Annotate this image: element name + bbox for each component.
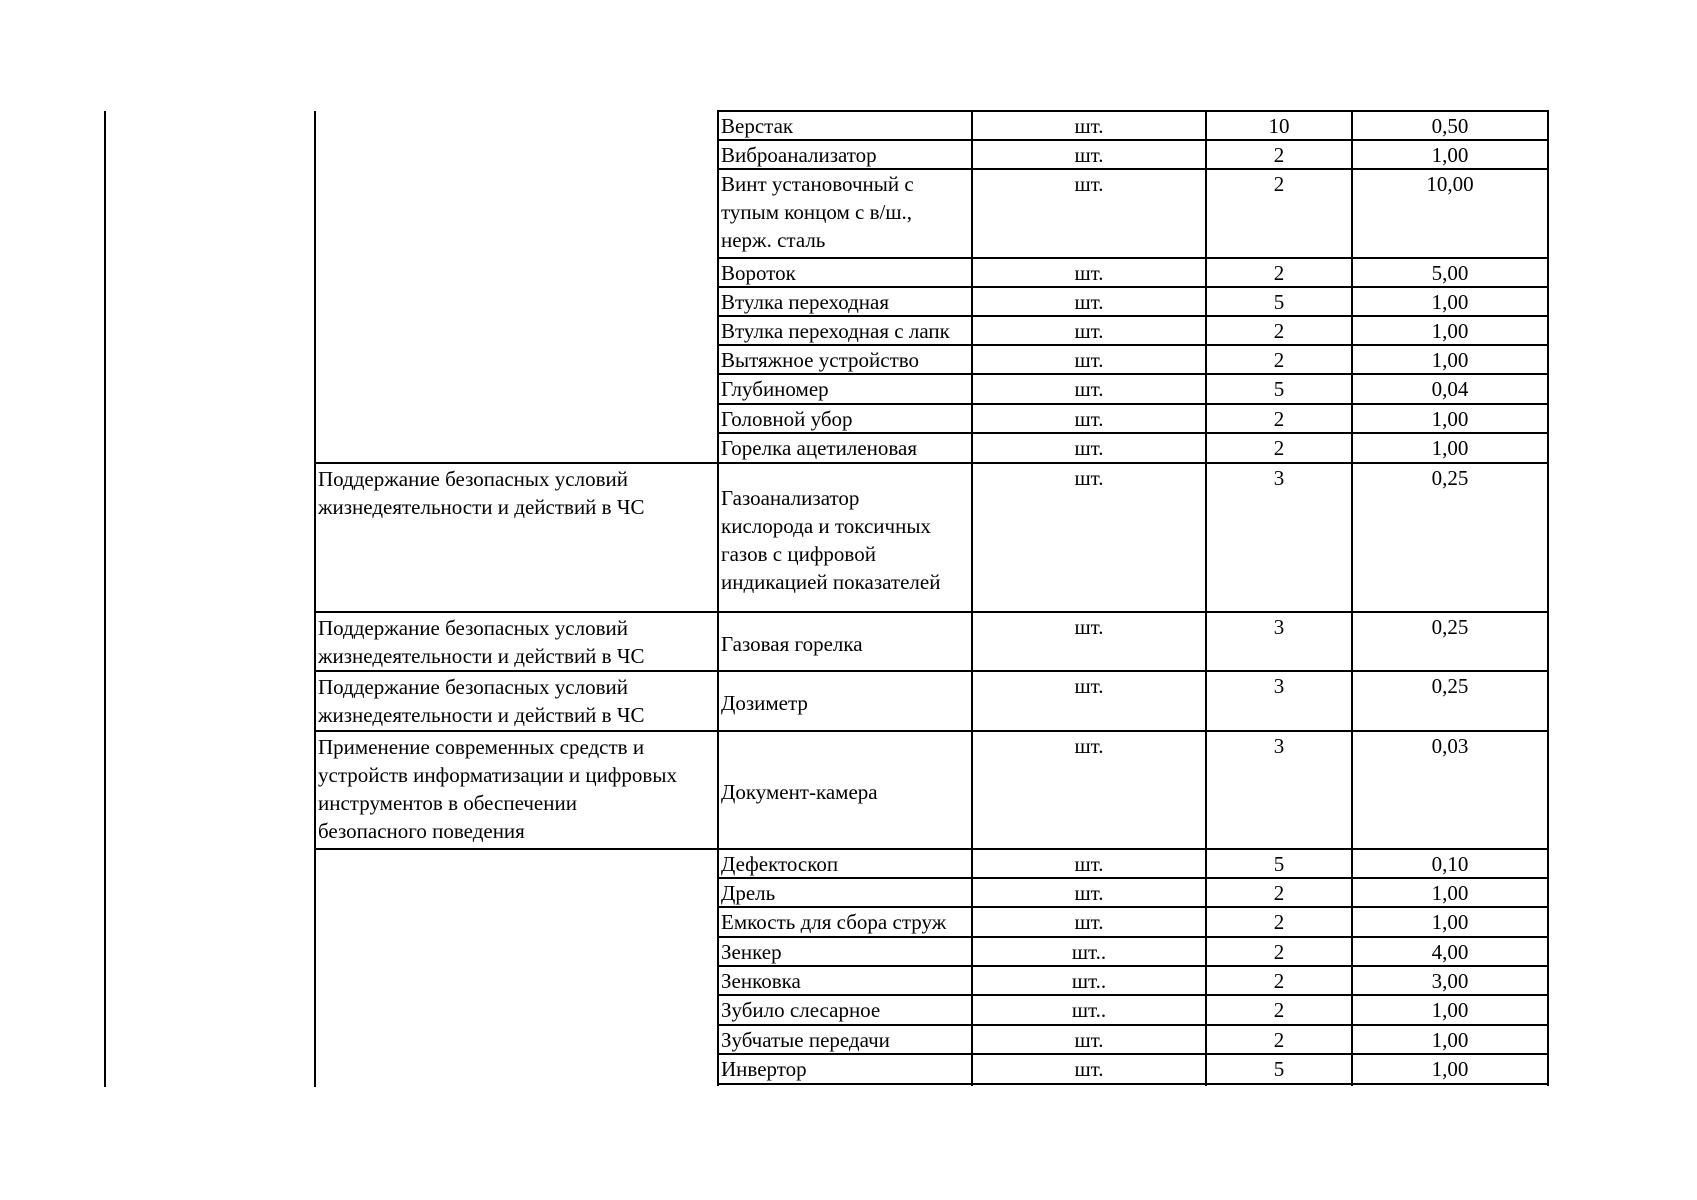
item-norm: 0,50 <box>1431 114 1469 138</box>
item-norm: 0,25 <box>1431 615 1469 639</box>
item-quantity: 5 <box>1273 290 1285 314</box>
item-quantity: 10 <box>1268 114 1290 138</box>
item-unit: шт. <box>1074 143 1104 167</box>
item-unit: шт. <box>1074 348 1104 372</box>
item-unit: шт. <box>1074 172 1104 196</box>
section-label: безопасного поведения <box>318 819 525 843</box>
item-quantity: 5 <box>1273 1057 1285 1081</box>
item-name: Дефектоскоп <box>721 852 839 876</box>
item-unit: шт. <box>1074 910 1104 934</box>
item-name: Инвертор <box>721 1057 807 1081</box>
section-label: жизнедеятельности и действий в ЧС <box>318 644 645 668</box>
item-unit: шт. <box>1074 436 1104 460</box>
section-label: устройств информатизации и цифровых <box>318 763 677 787</box>
item-name: Верстак <box>721 114 794 138</box>
item-name: Головной убор <box>721 407 853 431</box>
item-unit: шт. <box>1074 615 1104 639</box>
section-label: Применение современных средств и <box>318 735 645 759</box>
item-name: газов с цифровой <box>721 542 876 566</box>
item-quantity: 2 <box>1273 319 1285 343</box>
item-quantity: 5 <box>1273 377 1285 401</box>
item-norm: 4,00 <box>1431 940 1469 964</box>
item-unit: шт. <box>1074 407 1104 431</box>
item-quantity: 2 <box>1273 1028 1285 1052</box>
item-unit: шт. <box>1074 377 1104 401</box>
item-unit: шт. <box>1074 852 1104 876</box>
item-norm: 1,00 <box>1431 436 1469 460</box>
section-label: Поддержание безопасных условий <box>318 467 628 491</box>
item-quantity: 2 <box>1273 998 1285 1022</box>
item-name: Газовая горелка <box>721 632 863 656</box>
section-label: жизнедеятельности и действий в ЧС <box>318 495 645 519</box>
item-quantity: 2 <box>1273 348 1285 372</box>
item-name: Горелка ацетиленовая <box>721 436 918 460</box>
item-name: Виброанализатор <box>721 143 877 167</box>
item-quantity: 3 <box>1273 466 1285 490</box>
item-name: Дозиметр <box>721 691 808 715</box>
item-quantity: 2 <box>1273 172 1285 196</box>
item-quantity: 3 <box>1273 734 1285 758</box>
item-norm: 0,25 <box>1431 466 1469 490</box>
item-unit: шт. <box>1074 114 1104 138</box>
item-name: Газоанализатор <box>721 486 860 510</box>
section-label: жизнедеятельности и действий в ЧС <box>318 703 645 727</box>
item-norm: 1,00 <box>1431 1028 1469 1052</box>
item-norm: 5,00 <box>1431 261 1469 285</box>
item-name: Емкость для сбора струж <box>721 910 947 934</box>
item-unit: шт. <box>1074 1057 1104 1081</box>
item-norm: 0,10 <box>1431 852 1469 876</box>
item-name: Зенкер <box>721 940 782 964</box>
item-quantity: 5 <box>1273 852 1285 876</box>
item-norm: 10,00 <box>1426 172 1474 196</box>
item-name: индикацией показателей <box>721 570 941 594</box>
item-norm: 1,00 <box>1431 348 1469 372</box>
item-norm: 1,00 <box>1431 881 1469 905</box>
item-name: тупым концом с в/ш., <box>721 200 913 224</box>
item-name: Зенковка <box>721 969 801 993</box>
item-unit: шт. <box>1074 881 1104 905</box>
item-name: Дрель <box>721 881 776 905</box>
item-norm: 1,00 <box>1431 143 1469 167</box>
item-norm: 1,00 <box>1431 998 1469 1022</box>
item-unit: шт.. <box>1071 998 1107 1022</box>
item-quantity: 2 <box>1273 143 1285 167</box>
item-name: Документ-камера <box>721 780 878 804</box>
item-unit: шт. <box>1074 674 1104 698</box>
item-name: Зубило слесарное <box>721 998 881 1022</box>
item-unit: шт. <box>1074 290 1104 314</box>
item-name: Вытяжное устройство <box>721 348 920 372</box>
section-label: инструментов в обеспечении <box>318 791 577 815</box>
item-name: Зубчатые передачи <box>721 1028 890 1052</box>
item-quantity: 3 <box>1273 674 1285 698</box>
item-norm: 1,00 <box>1431 407 1469 431</box>
item-norm: 3,00 <box>1431 969 1469 993</box>
item-norm: 1,00 <box>1431 290 1469 314</box>
item-unit: шт. <box>1074 319 1104 343</box>
item-quantity: 3 <box>1273 615 1285 639</box>
item-norm: 1,00 <box>1431 319 1469 343</box>
item-unit: шт. <box>1074 261 1104 285</box>
item-name: Глубиномер <box>721 377 829 401</box>
item-unit: шт.. <box>1071 940 1107 964</box>
item-unit: шт. <box>1074 466 1104 490</box>
item-name: Вороток <box>721 261 796 285</box>
item-norm: 0,04 <box>1431 377 1469 401</box>
item-unit: шт. <box>1074 1028 1104 1052</box>
item-quantity: 2 <box>1273 881 1285 905</box>
section-column-line <box>314 111 316 1087</box>
item-name: Втулка переходная <box>721 290 890 314</box>
item-norm: 1,00 <box>1431 910 1469 934</box>
item-name: Винт установочный с <box>721 172 914 196</box>
item-unit: шт. <box>1074 734 1104 758</box>
section-label: Поддержание безопасных условий <box>318 675 628 699</box>
item-quantity: 2 <box>1273 910 1285 934</box>
item-quantity: 2 <box>1273 969 1285 993</box>
item-name: кислорода и токсичных <box>721 514 931 538</box>
item-quantity: 2 <box>1273 407 1285 431</box>
item-unit: шт.. <box>1071 969 1107 993</box>
table-row-line <box>717 1083 1549 1085</box>
left-border-line <box>104 111 106 1087</box>
item-norm: 0,25 <box>1431 674 1469 698</box>
item-name: нерж. сталь <box>721 228 826 252</box>
item-quantity: 2 <box>1273 261 1285 285</box>
item-norm: 1,00 <box>1431 1057 1469 1081</box>
item-quantity: 2 <box>1273 436 1285 460</box>
item-quantity: 2 <box>1273 940 1285 964</box>
section-label: Поддержание безопасных условий <box>318 616 628 640</box>
item-norm: 0,03 <box>1431 734 1469 758</box>
item-name: Втулка переходная с лапк <box>721 319 950 343</box>
